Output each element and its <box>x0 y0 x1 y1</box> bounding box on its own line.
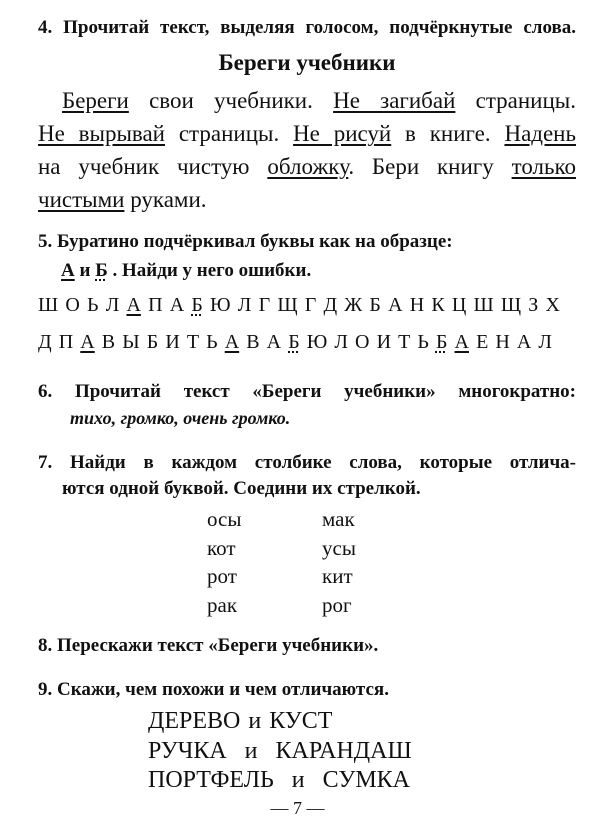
task-5-heading: 5. Буратино подчёркивал буквы как на образце: <box>38 231 453 252</box>
text-segment: руками. <box>124 187 207 212</box>
letter: Ы <box>122 331 140 353</box>
letter: Х <box>545 294 560 316</box>
paragraph-line <box>38 84 576 117</box>
letter: Ж <box>344 294 363 316</box>
letter: И <box>376 331 392 353</box>
letter: Ш <box>473 294 494 316</box>
letter: Г <box>304 294 317 316</box>
letter: Б <box>146 331 159 353</box>
letter-row-1 <box>38 293 560 317</box>
comparison-pair: ПОРТФЕЛЬ и СУМКА <box>148 767 411 793</box>
task-9-heading: 9. Скажи, чем похожи и чем отличаются. <box>38 679 389 700</box>
underlined-word: Б <box>95 260 108 281</box>
column-word: рак <box>207 593 238 618</box>
task-6-reading-modes: тихо, громко, очень громко. <box>70 408 291 428</box>
task-8-heading: 8. Перескажи текст «Береги учебники». <box>38 635 379 656</box>
letter: Т <box>186 331 200 353</box>
letter: Л <box>334 331 348 353</box>
comparison-pairs <box>148 707 412 796</box>
letter: Ь <box>206 331 218 353</box>
column-word: усы <box>322 535 356 560</box>
underlined-word: Береги <box>62 88 129 113</box>
underlined-word: Не рисуй <box>293 121 392 146</box>
paragraph-line <box>38 183 576 216</box>
letter: А <box>266 331 282 353</box>
letter: А <box>169 294 185 316</box>
letter: Б <box>369 294 381 316</box>
underlined-letter: Б <box>288 331 300 353</box>
text-segment: в книге. <box>391 121 505 146</box>
underlined-word: Не вырывай <box>38 121 165 146</box>
letter-row-2 <box>38 330 552 354</box>
underlined-letter: А <box>126 294 141 316</box>
task-5-sample-line <box>61 260 311 282</box>
underlined-letter: Б <box>435 331 448 353</box>
text-segment: и <box>74 260 96 281</box>
underlined-word: Надень <box>504 121 576 146</box>
word-column-right <box>322 505 356 620</box>
text-segment: свои учебники. <box>128 88 334 113</box>
letter: Л <box>237 294 252 316</box>
underlined-word: Не загибай <box>333 88 456 113</box>
paragraph-line <box>38 117 576 150</box>
column-word: рот <box>207 564 237 589</box>
underlined-word: обложку <box>267 154 349 179</box>
letter: Д <box>323 294 338 316</box>
letter: О <box>355 331 370 353</box>
underlined-letter: А <box>454 331 469 353</box>
task-6-heading: 6. Прочитай текст «Береги учебники» многократно: <box>38 381 576 402</box>
letter: Ь <box>417 331 429 353</box>
letter: В <box>101 331 116 353</box>
letter: А <box>516 331 532 353</box>
task-7-heading-line-1: 7. Найди в каждом столбике слова, которые отлича- <box>38 452 576 473</box>
letter: Т <box>398 331 411 353</box>
letter: Щ <box>277 294 298 316</box>
letter: Ц <box>451 294 467 316</box>
text-segment: . Бери книгу <box>348 154 512 179</box>
letter: А <box>388 294 403 316</box>
letter: Ю <box>306 331 328 353</box>
letter: Щ <box>500 294 522 316</box>
letter: Ь <box>87 294 99 316</box>
text-segment: страницы. <box>165 121 294 146</box>
task-7-heading-line-2: ются одной буквой. Соедини их стрелкой. <box>62 478 421 499</box>
letter: Д <box>38 331 52 353</box>
text-segment: страницы. <box>455 88 576 113</box>
letter: К <box>431 294 445 316</box>
paragraph-line <box>38 150 576 183</box>
word-column-left <box>207 505 241 620</box>
letter: П <box>58 331 74 353</box>
letter: Ш <box>38 294 59 316</box>
letter: В <box>246 331 260 353</box>
letter: Ю <box>210 294 231 316</box>
letter: О <box>65 294 80 316</box>
underlined-letter: А <box>80 331 95 353</box>
underlined-letter: Б <box>191 294 203 316</box>
column-word: рог <box>322 593 352 618</box>
underlined-letter: А <box>224 331 240 353</box>
letter: Л <box>105 294 120 316</box>
column-word: мак <box>322 507 355 531</box>
text-segment: на учебник чистую <box>38 154 268 179</box>
letter: П <box>148 294 163 316</box>
letter: Е <box>476 331 489 353</box>
letter: И <box>165 331 180 353</box>
text-segment: . Найди у него ошибки. <box>107 260 312 281</box>
reading-paragraph <box>38 84 576 216</box>
column-word: кот <box>207 535 236 560</box>
task-4-heading: 4. Прочитай текст, выделяя голосом, подчёркнутые слова. <box>38 17 576 38</box>
comparison-pair: РУЧКА и КАРАНДАШ <box>148 737 412 764</box>
letter: Л <box>538 331 552 353</box>
letter: Н <box>495 331 510 353</box>
page-number: — 7 — <box>270 798 325 818</box>
column-word: осы <box>207 507 242 531</box>
underlined-word: только <box>511 154 576 179</box>
underlined-word: А <box>61 260 75 281</box>
column-word: кит <box>322 564 353 589</box>
letter: З <box>528 294 539 316</box>
underlined-word: чистыми <box>38 187 125 212</box>
text-title: Береги учебники <box>218 50 396 75</box>
letter: Г <box>258 294 271 316</box>
letter: Н <box>409 294 425 316</box>
comparison-pair: ДЕРЕВО и КУСТ <box>148 708 333 734</box>
